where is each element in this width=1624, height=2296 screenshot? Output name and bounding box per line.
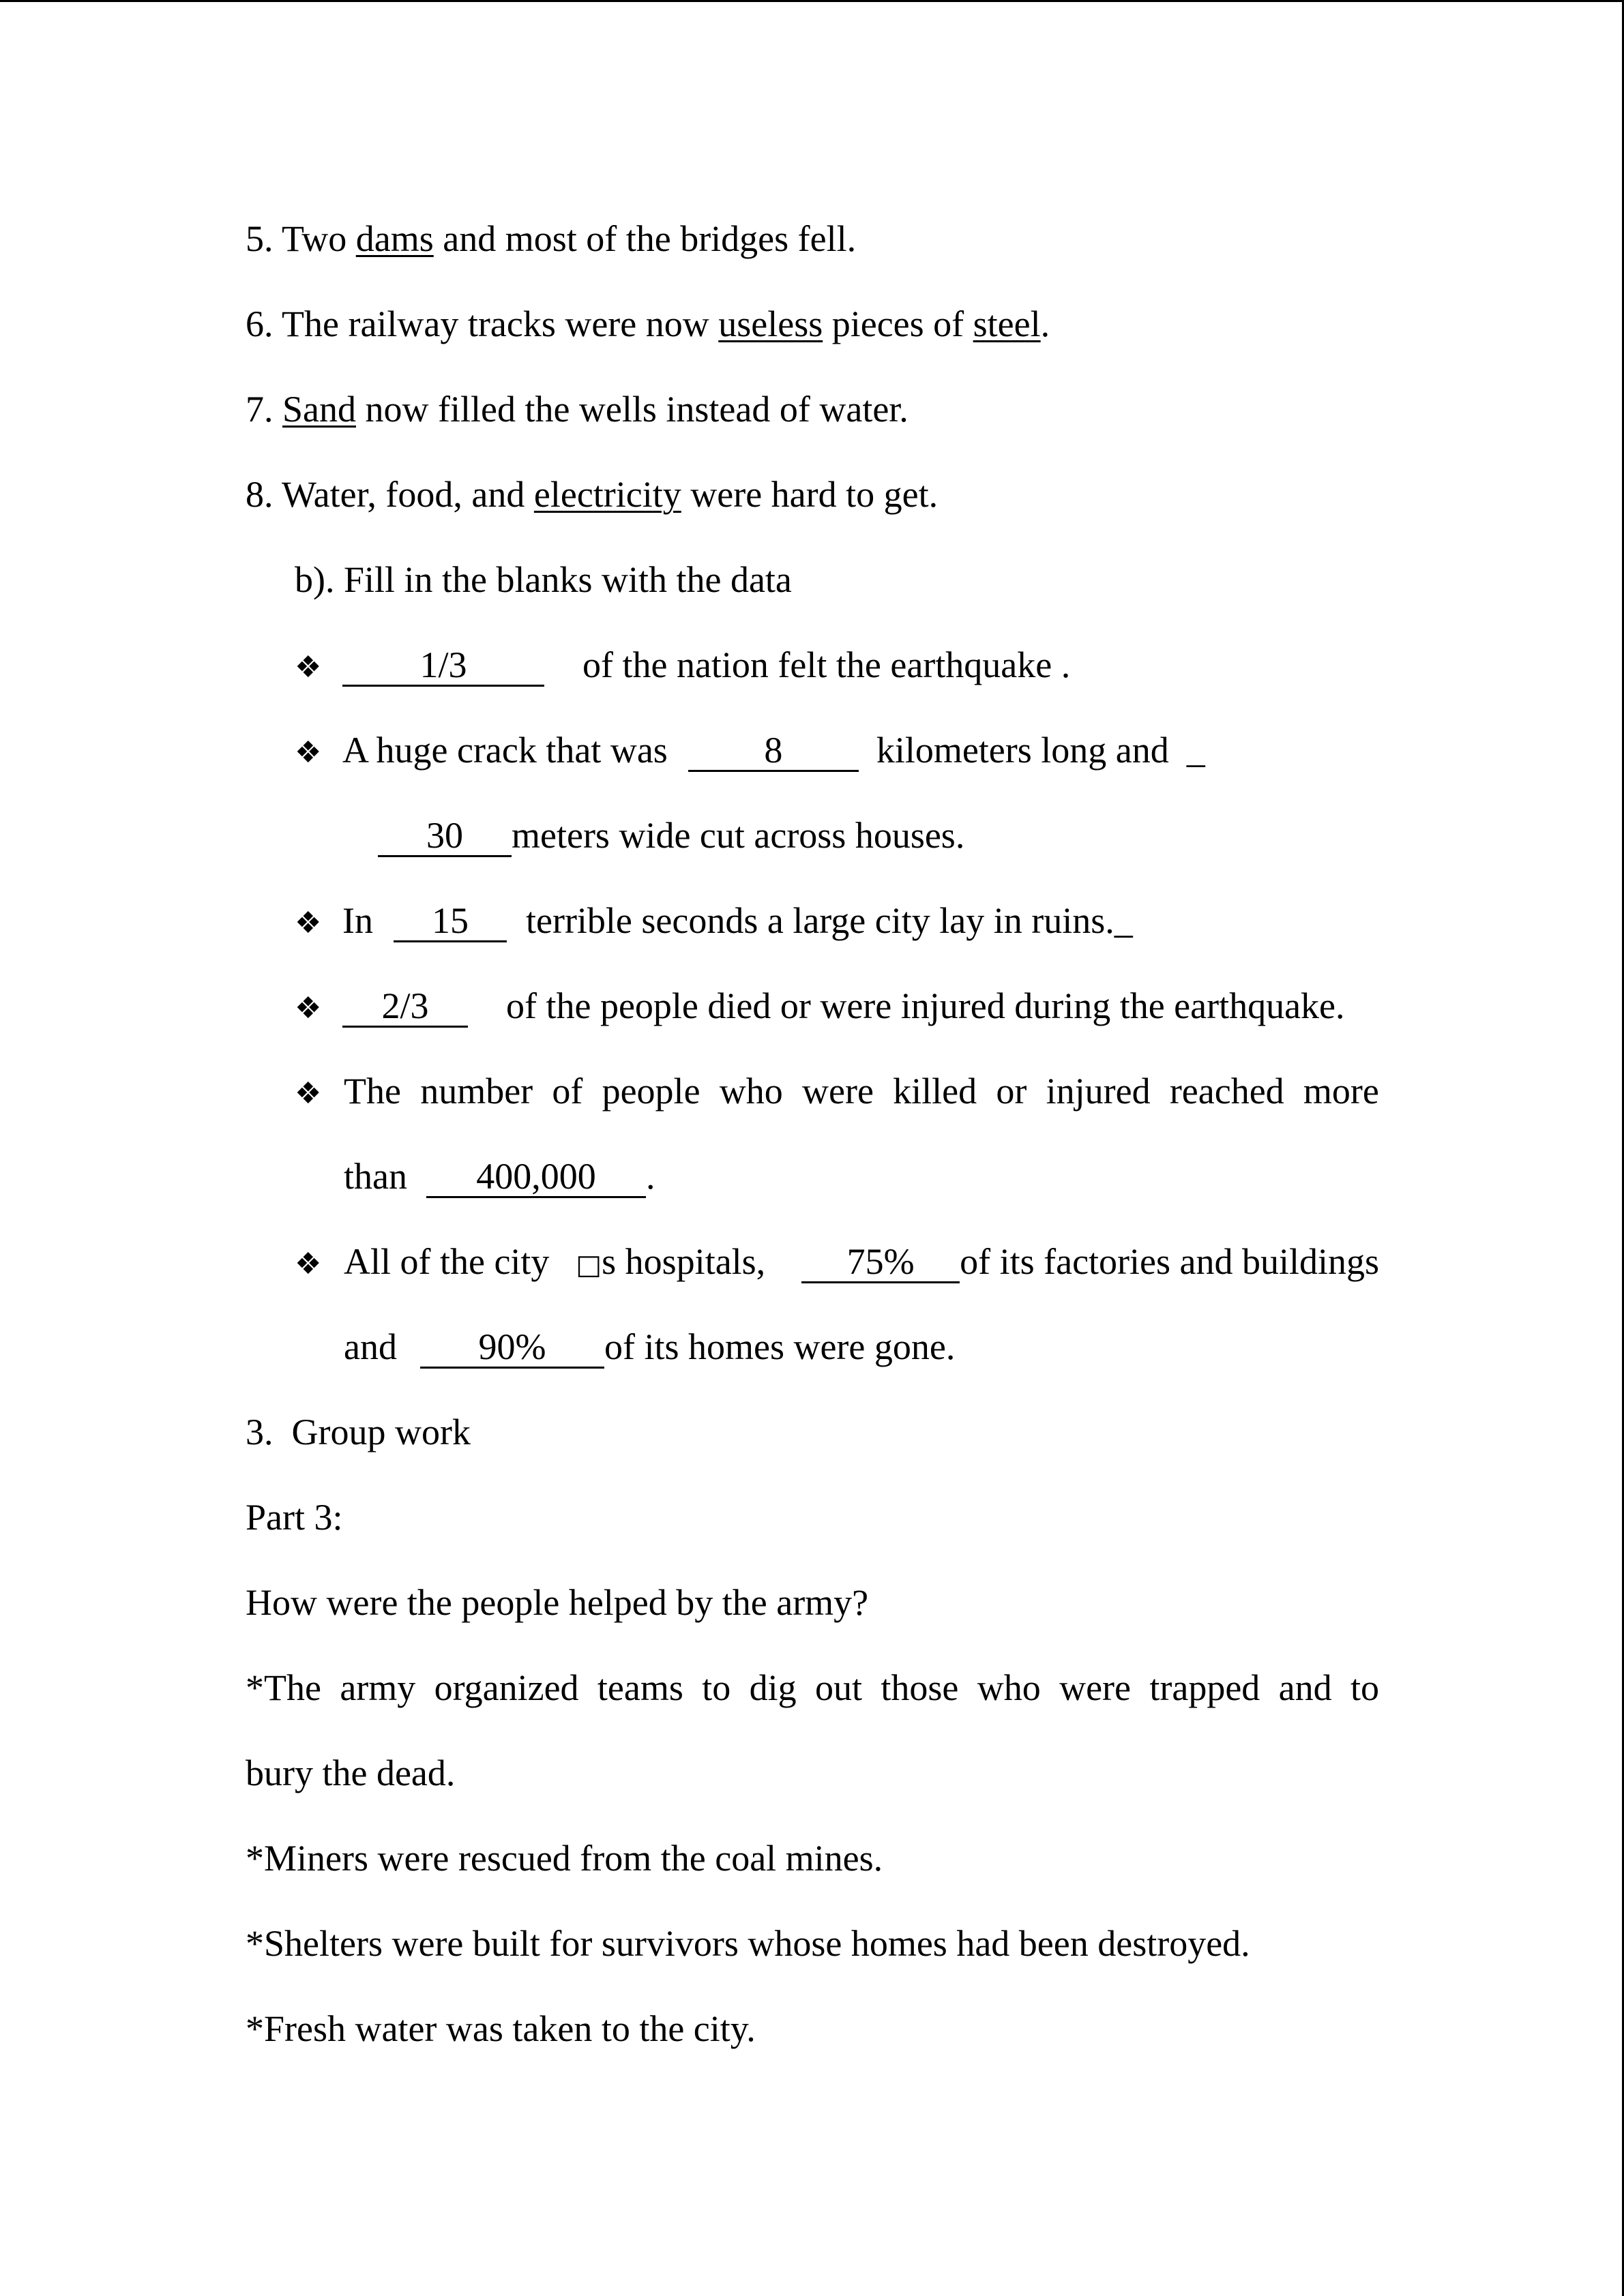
word: reached (1169, 1071, 1284, 1112)
fill-item-6-text-2: s hospitals, (602, 1241, 766, 1282)
fill-item-4 (295, 984, 1345, 1030)
item-6-underlined-word-2: steel (973, 303, 1041, 344)
fill-item-3-text-end: terrible seconds a large city lay in ruins. (525, 900, 1114, 941)
missing-glyph-box: □ (576, 1249, 602, 1281)
item-7 (246, 387, 909, 431)
word: trapped (1149, 1667, 1260, 1708)
fill-item-2-text: A huge crack that was (342, 730, 668, 771)
word: more (1303, 1071, 1379, 1112)
word: to (702, 1667, 731, 1708)
blank-fraction-2: 2/3 (342, 986, 468, 1028)
page-top-border (0, 0, 1624, 2)
word: organized (434, 1667, 579, 1708)
word: those (881, 1667, 959, 1708)
question: How were the people helped by the army? (246, 1582, 869, 1623)
fill-item-5-line-2 (344, 1154, 655, 1198)
blank-homes-percent: 90% (420, 1327, 604, 1369)
part-3-label: Part 3: (246, 1497, 343, 1538)
word: dig (749, 1667, 797, 1708)
word: who (719, 1071, 783, 1112)
fill-item-2-text-mid: kilometers long and (876, 730, 1169, 771)
fill-item-3-trail: _ (1114, 900, 1133, 941)
answer-1-line-2: bury the dead. (246, 1753, 456, 1793)
diamond-bullet-icon: ❖ (295, 650, 322, 685)
item-8 (246, 473, 938, 516)
fill-item-6-line-2 (344, 1325, 955, 1369)
item-6-text: 6. The railway tracks were now (246, 303, 719, 344)
word: to (1350, 1667, 1379, 1708)
fill-item-2-text-end: meters wide cut across houses. (512, 815, 965, 856)
fill-item-5 (295, 1069, 342, 1116)
item-5-underlined-word: dams (355, 218, 434, 259)
item-7-number: 7. (246, 389, 282, 430)
word: of (552, 1071, 583, 1112)
word: *The (246, 1667, 321, 1708)
word: out (814, 1667, 862, 1708)
diamond-bullet-icon: ❖ (295, 906, 322, 940)
fill-item-1 (295, 643, 1070, 689)
item-6-text-end: . (1040, 303, 1050, 344)
item-5-text: 5. Two (246, 218, 356, 259)
word: killed (893, 1071, 977, 1112)
item-6-text-mid: pieces of (823, 303, 973, 344)
item-7-text-end: now filled the wells instead of water. (356, 389, 909, 430)
fill-item-2-dash: _ (1186, 730, 1205, 771)
word: number (420, 1071, 533, 1112)
blank-length: 8 (688, 730, 859, 772)
blank-factories-percent: 75% (801, 1242, 960, 1283)
word: or (996, 1071, 1027, 1112)
fill-item-6-text-3: of its factories and buildings (960, 1241, 1379, 1282)
answer-2: *Miners were rescued from the coal mines. (246, 1838, 883, 1879)
answer-3: *Shelters were built for survivors whose homes had been destroyed. (246, 1923, 1250, 1964)
fill-item-5-period: . (645, 1156, 655, 1197)
item-8-text: 8. Water, food, and (246, 474, 534, 515)
fill-item-2-continued (378, 814, 964, 857)
diamond-bullet-icon: ❖ (295, 1076, 322, 1111)
fill-blanks-heading: b). Fill in the blanks with the data (295, 559, 792, 600)
fill-item-3-text: In (342, 900, 373, 941)
item-8-text-end: were hard to get. (681, 474, 939, 515)
item-6-underlined-word-1: useless (718, 303, 823, 344)
item-7-underlined-word: Sand (282, 389, 356, 430)
diamond-bullet-icon: ❖ (295, 735, 322, 770)
fill-item-5-line-1 (344, 1069, 1379, 1113)
word: were (1059, 1667, 1131, 1708)
word: who (977, 1667, 1041, 1708)
fill-item-6-text-end: of its homes were gone. (604, 1326, 956, 1367)
item-5 (246, 217, 856, 260)
item-6 (246, 302, 1050, 346)
blank-seconds: 15 (394, 901, 507, 942)
fill-item-6-line-1 (344, 1240, 1379, 1287)
fill-item-4-text: of the people died or were injured during the earthquake. (506, 985, 1345, 1026)
word: injured (1046, 1071, 1151, 1112)
fill-item-2 (295, 728, 1205, 775)
fill-item-6 (295, 1240, 342, 1286)
word: teams (597, 1667, 683, 1708)
blank-fraction-1: 1/3 (342, 645, 544, 687)
fill-item-6-text-4: and (344, 1326, 397, 1367)
answer-4: *Fresh water was taken to the city. (246, 2008, 756, 2049)
answer-1-line-1 (246, 1666, 1379, 1710)
item-5-text-end: and most of the bridges fell. (433, 218, 857, 259)
word: and (1278, 1667, 1332, 1708)
word: army (340, 1667, 416, 1708)
word: The (344, 1071, 401, 1112)
fill-item-6-text: All of the city (344, 1241, 550, 1282)
diamond-bullet-icon: ❖ (295, 991, 322, 1026)
fill-item-1-text: of the nation felt the earthquake . (582, 644, 1071, 685)
blank-width: 30 (378, 816, 512, 857)
fill-item-6-blank-group (801, 1240, 1379, 1287)
fill-item-5-text: than (344, 1156, 407, 1197)
diamond-bullet-icon: ❖ (295, 1247, 322, 1281)
fill-item-6-hospitals (576, 1240, 765, 1287)
item-8-underlined-word: electricity (533, 474, 681, 515)
group-work-heading: 3. Group work (246, 1412, 471, 1452)
fill-item-3 (295, 899, 1133, 945)
word: people (602, 1071, 700, 1112)
word: were (802, 1071, 874, 1112)
blank-casualties: 400,000 (426, 1157, 646, 1198)
